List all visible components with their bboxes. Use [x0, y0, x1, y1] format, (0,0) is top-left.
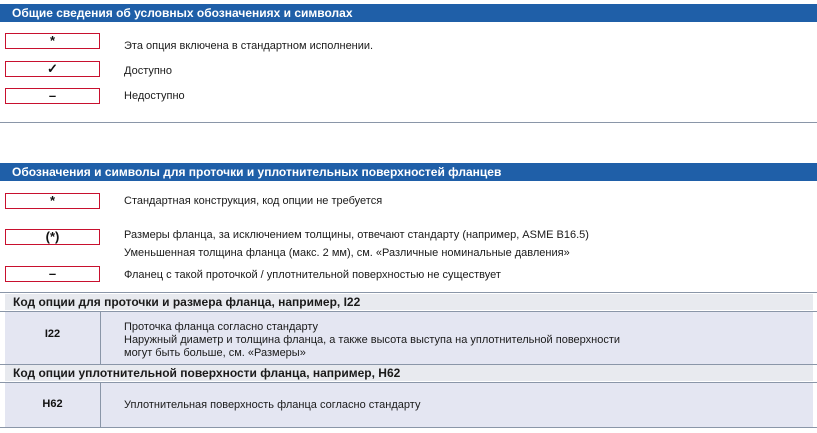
desc-available: Доступно — [124, 65, 173, 77]
section2-title: Обозначения и символы для проточки и уплотнительных поверхностей фланцев — [0, 163, 817, 181]
code-table1-line3: могут быть больше, см. «Размеры» — [124, 347, 306, 359]
section1-divider — [0, 122, 817, 123]
code-table1-code: I22 — [44, 328, 61, 340]
code-table2-bottom-rule — [0, 427, 817, 428]
code-table2-header: Код опции уплотнительной поверхности фланца, например, H62 — [5, 365, 813, 381]
code-table1-line1: Проточка фланца согласно стандарту — [124, 321, 319, 333]
code-table1-line2: Наружный диаметр и толщина фланца, а также высота выступа на уплотнительной поверхности — [124, 334, 621, 346]
desc-partial-line2: Уменьшенная толщина фланца (макс. 2 мм), см. «Различные номинальные давления» — [124, 247, 570, 259]
code-table2-separator — [100, 383, 101, 427]
desc-nonexistent: Фланец с такой проточкой / уплотнительной поверхностью не существует — [124, 269, 501, 281]
code-table1-separator — [100, 312, 101, 364]
section1-title: Общие сведения об условных обозначениях и символах — [0, 4, 817, 22]
section2-divider — [0, 292, 817, 293]
symbol-box-unavailable: – — [5, 88, 100, 104]
desc-unavailable: Недоступно — [124, 90, 185, 102]
code-table2-code: H62 — [42, 398, 63, 410]
desc-partial-line1: Размеры фланца, за исключением толщины, отвечают стандарту (например, ASME B16.5) — [124, 229, 589, 241]
symbol-box-included: * — [5, 33, 100, 49]
code-table2-line1: Уплотнительная поверхность фланца согласно стандарту — [124, 399, 421, 411]
symbol-box-available: ✓ — [5, 61, 100, 77]
symbol-box-partial: (*) — [5, 229, 100, 245]
code-table1-header: Код опции для проточки и размера фланца, например, I22 — [5, 294, 813, 310]
desc-standard: Стандартная конструкция, код опции не требуется — [124, 195, 383, 207]
symbol-box-nonexistent: – — [5, 266, 100, 282]
symbol-box-standard: * — [5, 193, 100, 209]
desc-included: Эта опция включена в стандартном исполнении. — [124, 40, 374, 52]
